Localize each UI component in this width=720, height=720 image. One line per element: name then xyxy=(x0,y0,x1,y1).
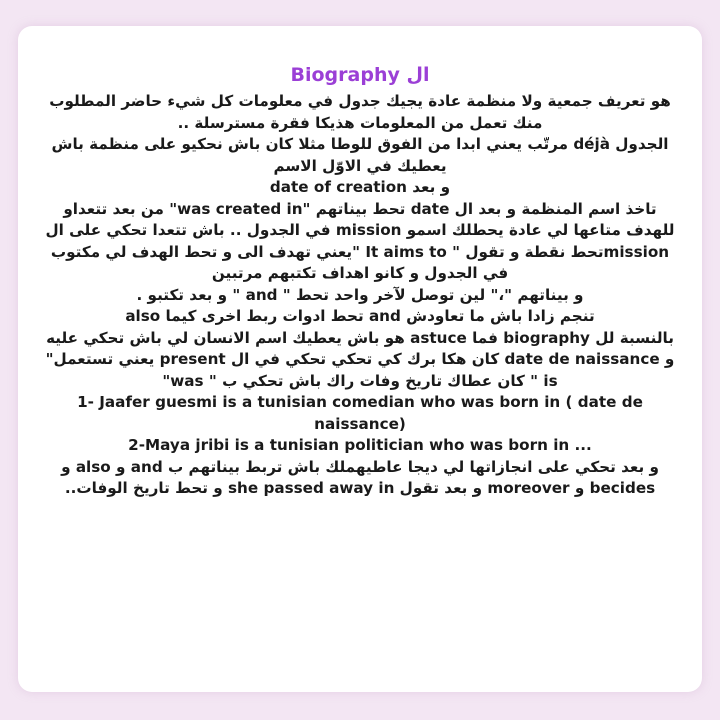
paragraph-and: و بيناتهم "،" لين توصل لآخر واحد تحط " and " و بعد تكتبو . xyxy=(136,285,584,304)
page-title xyxy=(0,64,720,86)
title-latin: Biography xyxy=(290,64,400,86)
paragraph-biography-astuce: بالنسبة لل biography فما astuce هو باش يعطيك اسم الانسان لي باش تحكي عليه و date de naissance كان هكا برك كي تحكي تحكي في ال present يعني تستعمل" is " كان عطاك تاريخ وفات راك باش تحكي ب " was" xyxy=(45,328,675,390)
paragraph-linkers: تنجم زادا باش ما تعاودش and تحط ادوات ربط اخرى كيما also xyxy=(125,307,595,325)
paragraph-date-of-creation: و بعد date of creation xyxy=(269,178,451,196)
example-1: 1- Jaafer guesmi is a tunisian comedian who was born in ( date de naissance) xyxy=(77,393,643,433)
example-2: 2-Maya jribi is a tunisian politician who was born in ... xyxy=(128,436,592,454)
title-arabic: ال xyxy=(406,64,430,86)
paragraph-mission: تاخذ اسم المنظمة و بعد ال date تحط بيناتهم "was created in" من بعد تتعداو للهدف متاعها لي عادة يحطلك اسمو mission في الجدول .. باش تتعدا تحكي على ال missionتحط نقطة و تقول " It aims to "يعني تهدف الى و تحط الهدف لي مكتوب في الجدول و كانو اهداف تكتبهم مرتبين xyxy=(45,199,675,282)
paragraph-table-order: الجدول déjà مرتّب يعني ابدا من الفوق للوطا مثلا كان باش نحكيو على منظمة باش يعطيك في الاوّل الاسم xyxy=(51,135,669,175)
paragraph-intro: هو تعريف جمعية ولا منظمة عادة يجيك جدول في معلومات كل شيء حاضر المطلوب منك تعمل من المعلومات هذيكا فقرة مسترسلة .. xyxy=(49,92,671,132)
paragraph-achievements: و بعد تحكي على انجازاتها لي ديجا عاطيهملك باش تربط بيناتهم ب and و also و becides و moreover و بعد تقول she passed away in و تحط تاريخ الوفات.. xyxy=(61,457,659,497)
biography-explanation xyxy=(40,91,680,500)
